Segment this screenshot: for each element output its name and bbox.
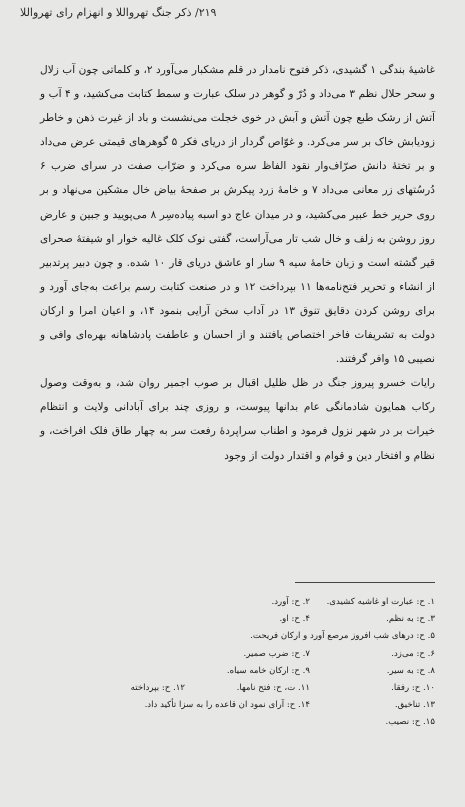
main-text <box>40 58 435 468</box>
footnote-5: ۵. ح: درهای شب افروز مرصع آورد و ارکان فریحت. <box>250 631 435 642</box>
footnote-row <box>40 663 435 680</box>
footnote-9: ۹. ح: ارکان خامه سیاه. <box>226 665 310 676</box>
footnotes <box>40 594 435 732</box>
footnote-row <box>40 611 435 628</box>
paragraph-1: غاشیهٔ بندگی ۱ گشیدی، ذکر فتوح نامدار در قلم مشکبار می‌آورد ۲، و کلماتی چون آب زلال و سحر حلال نظم ۳ می‌داد و دُرّ و گوهر در سلک عبارت و سمط کتابت می‌کشید، و ۴ آب و آتش از رشک طبع چون آتش و آبش در خوی خجلت می‌نشست و باد از غیرت ذهن و خاطر زودیابش خاک بر سر می‌کرد. و غوّاص گردار از دریای فکر ۵ گوهرهای قیمتی عرض می‌داد و بر تختهٔ دانش صرّاف‌وار نقود الفاظ سره می‌کرد و ضرّاب صفت در سرای ضرب ۶ دُرسُتهای زر معانی می‌داد ۷ و خامهٔ زرد پیکرش بر صفحهٔ بیاض خال مشکین می‌نهاد و بر روی حریر خط عبیر می‌کشید، و در میدان عاج دو اسبه پیاده‌سِر ۸ می‌پویید و جبین و عارض روز روشن به زلف و خال شب تار می‌آراست، گفتی نوک کلک غالیه خوار او شیفتهٔ صحرای قیر گشته است و زبان خامهٔ سیه ۹ سار او عاشق دریای قار ۱۰ شده. و چون دبیر پرتدبیر از انشاء و تحریر فتح‌نامه‌ها ۱۱ بپرداخت ۱۲ و در صنعت کتابت رسم براعت به‌جای آورد و برای روشن کردن دقایق تنوق ۱۳ در آداب سخن آرایی بنمود ۱۴، و اعیان امرا و ارکان دولت به تشریفات فاخر اختصاص یافتند و از احسان و عاطفت پادشاهانه بهره‌ای وافی و نصیبی ۱۵ وافر گرفتند. <box>40 64 436 366</box>
footnote-row <box>40 714 435 731</box>
footnote-8: ۸. ح: به سیر. <box>386 665 435 676</box>
footnote-4: ۴. ح: او. <box>279 614 310 625</box>
footnote-3: ۳. ح: به نظم. <box>386 614 435 625</box>
running-header: ۲۱۹/ ذکر جنگ تهرواللا و انهزام رای تهرواللا <box>20 6 217 19</box>
footnote-14: ۱۴. ح: آرای نمود ان قاعده را به سزا تأکید داد. <box>144 700 310 711</box>
footnote-row <box>40 646 435 663</box>
footnote-11: ۱۱. ت، ح: فتح نامها. <box>236 683 310 694</box>
footnote-1: ۱. ح: عبارت او غاشیه کشیدی. <box>326 597 435 607</box>
footnote-row <box>40 628 435 645</box>
paragraph-2: رایات خسرو پیروز جنگ در ظل ظلیل اقبال بر صوب اجمیر روان شد، و به‌وقت وصول رکاب همایون شادمانگی عام بدانها پیوست، و روزی چند برای آبادانی ولایت و انتظام خیرات بر در شهر نزول فرمود و اطناب سراپردهٔ رفعت سر به چهار طاق فلک افراخت، و نظام و افتخار دین و قوام و اقتدار دولت از وجود <box>40 377 435 462</box>
footnote-13: ۱۳. تناخیق. <box>394 700 435 711</box>
footnote-6: ۶. ح: می‌زد. <box>391 648 435 659</box>
footnote-10: ۱۰. ح: رفقا. <box>391 683 435 694</box>
footnote-15: ۱۵. ح: نصیب. <box>385 717 435 728</box>
footnote-12: ۱۲. ح: بپرداخته <box>130 683 185 694</box>
footnote-row <box>40 680 435 697</box>
footnote-row <box>40 697 435 714</box>
footnote-7: ۷. ح: ضرب صمیر. <box>243 648 310 659</box>
footnote-row <box>40 594 435 611</box>
footnote-2: ۲. ح: آورد. <box>271 597 310 607</box>
footnote-divider <box>295 582 435 583</box>
